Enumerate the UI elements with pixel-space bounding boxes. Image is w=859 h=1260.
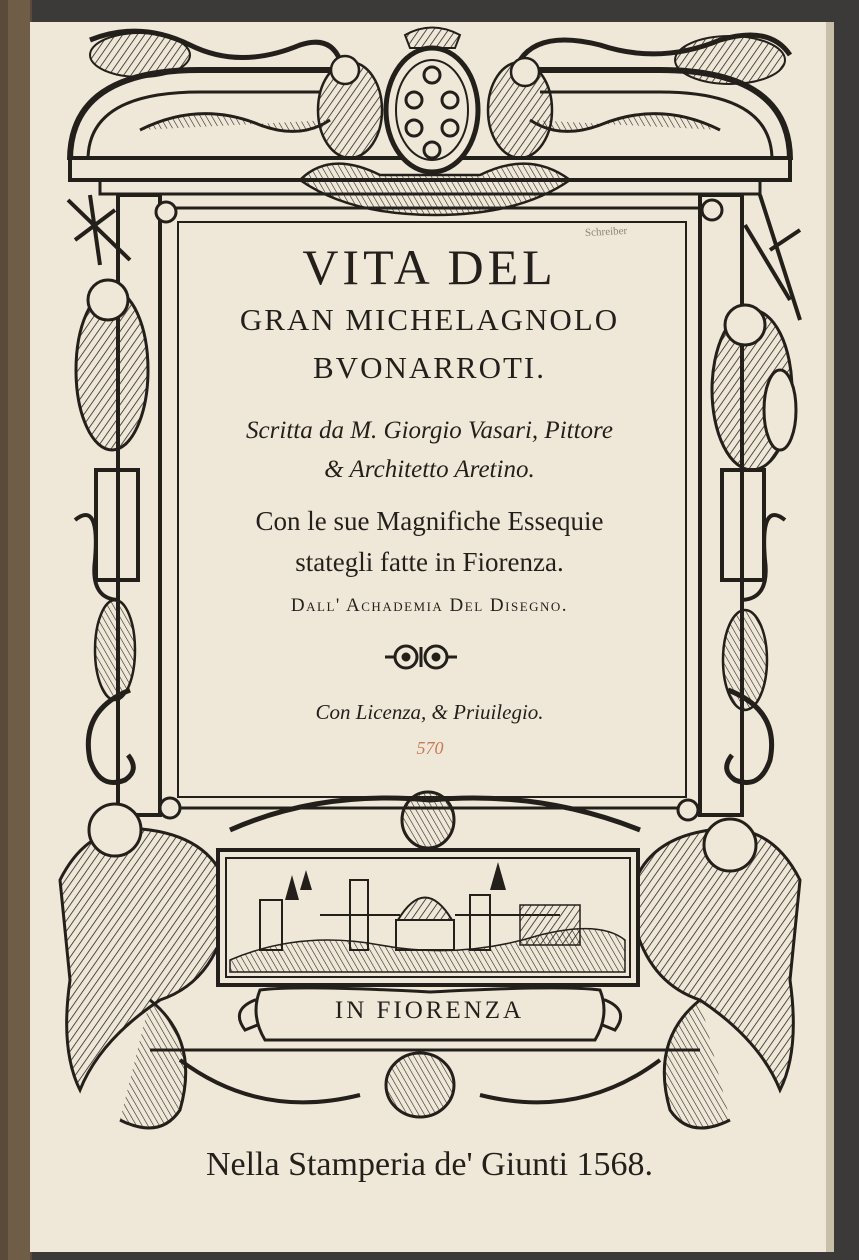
author-line-2: & Architetto Aretino. bbox=[324, 456, 535, 483]
library-stamp: Schreiber bbox=[584, 224, 628, 240]
title-line-2: GRAN MICHELAGNOLO bbox=[239, 302, 620, 337]
binding-highlight bbox=[8, 0, 30, 1260]
academy-line: Dall' Achademia Del Disegno. bbox=[290, 595, 569, 616]
imprint: Nella Stamperia de' Giunti 1568. bbox=[205, 1146, 654, 1183]
cartouche-label: IN FIORENZA bbox=[334, 997, 525, 1024]
title-line-3: BVONARROTI. bbox=[313, 350, 546, 385]
author-line-1: Scritta da M. Giorgio Vasari, Pittore bbox=[246, 417, 613, 444]
exequies-line-2: stategli fatte in Fiorenza. bbox=[295, 547, 564, 577]
exequies-line-1: Con le sue Magnifiche Essequie bbox=[255, 506, 604, 536]
shelf-number: 570 bbox=[416, 738, 444, 758]
page-edge bbox=[826, 22, 834, 1252]
license-line: Con Licenza, & Priuilegio. bbox=[315, 700, 544, 724]
title-line-1: VITA DEL bbox=[302, 239, 557, 295]
